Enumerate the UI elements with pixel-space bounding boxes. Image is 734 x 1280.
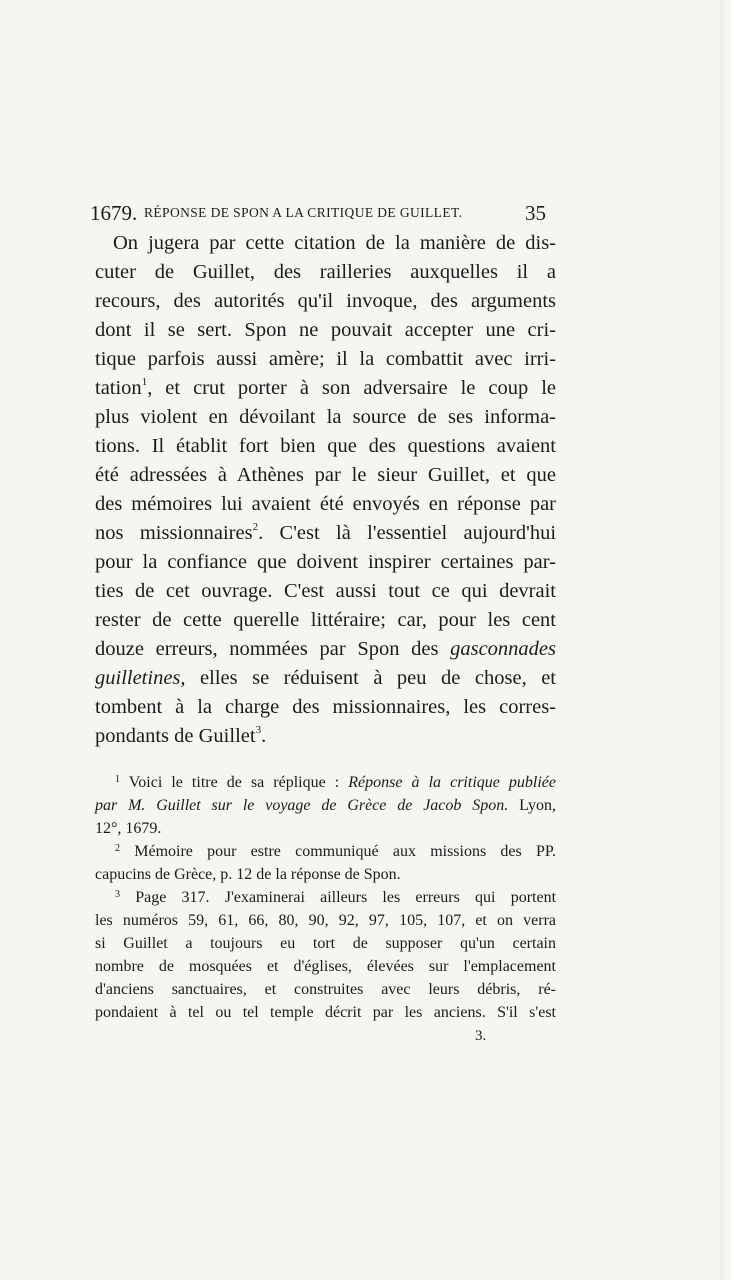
text-line [95,374,556,403]
text-line: des mémoires lui avaient été envoyés en réponse par [95,493,556,515]
footnote-mark: 1 [115,774,120,785]
running-title: RÉPONSE DE SPON A LA CRITIQUE DE GUILLET. [144,205,463,220]
text-segment: Lyon, [508,797,557,814]
main-paragraph [95,229,556,751]
text-line [95,519,556,548]
text-line: dont il se sert. Spon ne pouvait accepter une cri- [95,319,556,341]
text-segment: tation [95,377,142,399]
footnote-1-line [95,794,556,817]
footnote-2-line [95,840,556,863]
footnote-mark: 2 [115,843,120,854]
italic-term: gasconnades [450,638,556,660]
footnote-3-line: d'anciens sanctuaires, et construites avec leurs débris, ré- [95,981,556,998]
text-segment: . [261,725,267,747]
text-line [95,635,556,664]
footnote-ref: 3 [255,724,262,736]
text-line: recours, des autorités qu'il invoque, des arguments [95,290,556,312]
footnote-2-line: capucins de Grèce, p. 12 de la réponse de Spon. [95,866,401,883]
text-line [95,664,556,693]
text-segment: , et crut porter à son adversaire le coup le [147,377,556,399]
italic-term: guilletines, [95,667,186,689]
header-year: 1679. [90,201,138,225]
text-line: On jugera par cette citation de la manière de dis- [113,232,556,254]
footnote-3-line: pondaient à tel ou tel temple décrit par les anciens. S'il s'est [95,1004,556,1021]
text-line: tions. Il établit fort bien que des questions avaient [95,435,556,457]
text-segment: . C'est là l'essentiel aujourd'hui [258,522,557,544]
text-segment: pondants de Guillet [95,725,256,747]
text-segment: Mémoire pour estre communiqué aux missions des PP. [134,843,557,860]
running-header [90,198,546,228]
footnote-1-line [95,771,556,794]
italic-title: par M. Guillet sur le voyage de Grèce de Jacob Spon. [95,797,509,814]
signature-mark: 3. [475,1028,487,1044]
footnote-3-line: nombre de mosquées et d'églises, élevées sur l'emplacement [95,958,556,975]
footnote-mark: 3 [115,889,120,900]
text-line: pour la confiance que doivent inspirer certaines par- [95,551,556,573]
text-segment: nos missionnaires [95,522,253,544]
footnote-1-line: 12°, 1679. [95,820,162,837]
footnote-3-line [95,886,556,909]
text-line: tique parfois aussi amère; il la combattit avec irri- [95,348,556,370]
footnote-3-line: les numéros 59, 61, 66, 80, 90, 92, 97, 105, 107, et on verra [95,912,556,929]
text-line: cuter de Guillet, des railleries auxquelles il a [95,261,556,283]
footnotes [95,771,556,1024]
footnote-ref: 1 [141,376,148,388]
italic-title: Réponse à la critique publiée [348,774,557,791]
text-line: été adressées à Athènes par le sieur Guillet, et que [95,464,556,486]
footnote-ref: 2 [252,521,259,533]
text-segment: Voici le titre de sa réplique : [128,774,349,791]
text-line: plus violent en dévoilant la source de ses informa- [95,406,556,428]
text-segment: douze erreurs, nommées par Spon des [95,638,451,660]
footnote-3-line: si Guillet a toujours eu tort de supposer qu'un certain [95,935,556,952]
text-segment: Page 317. J'examinerai ailleurs les erreurs qui portent [135,889,557,906]
text-line: ties de cet ouvrage. C'est aussi tout ce qui devrait [95,580,556,602]
text-segment: elles se réduisent à peu de chose, et [185,667,556,689]
page-edge [720,0,734,1280]
text-line: rester de cette querelle littéraire; car, pour les cent [95,609,556,631]
text-line: tombent à la charge des missionnaires, les corres- [95,696,556,718]
page-number: 35 [525,201,546,225]
text-line [95,722,556,751]
